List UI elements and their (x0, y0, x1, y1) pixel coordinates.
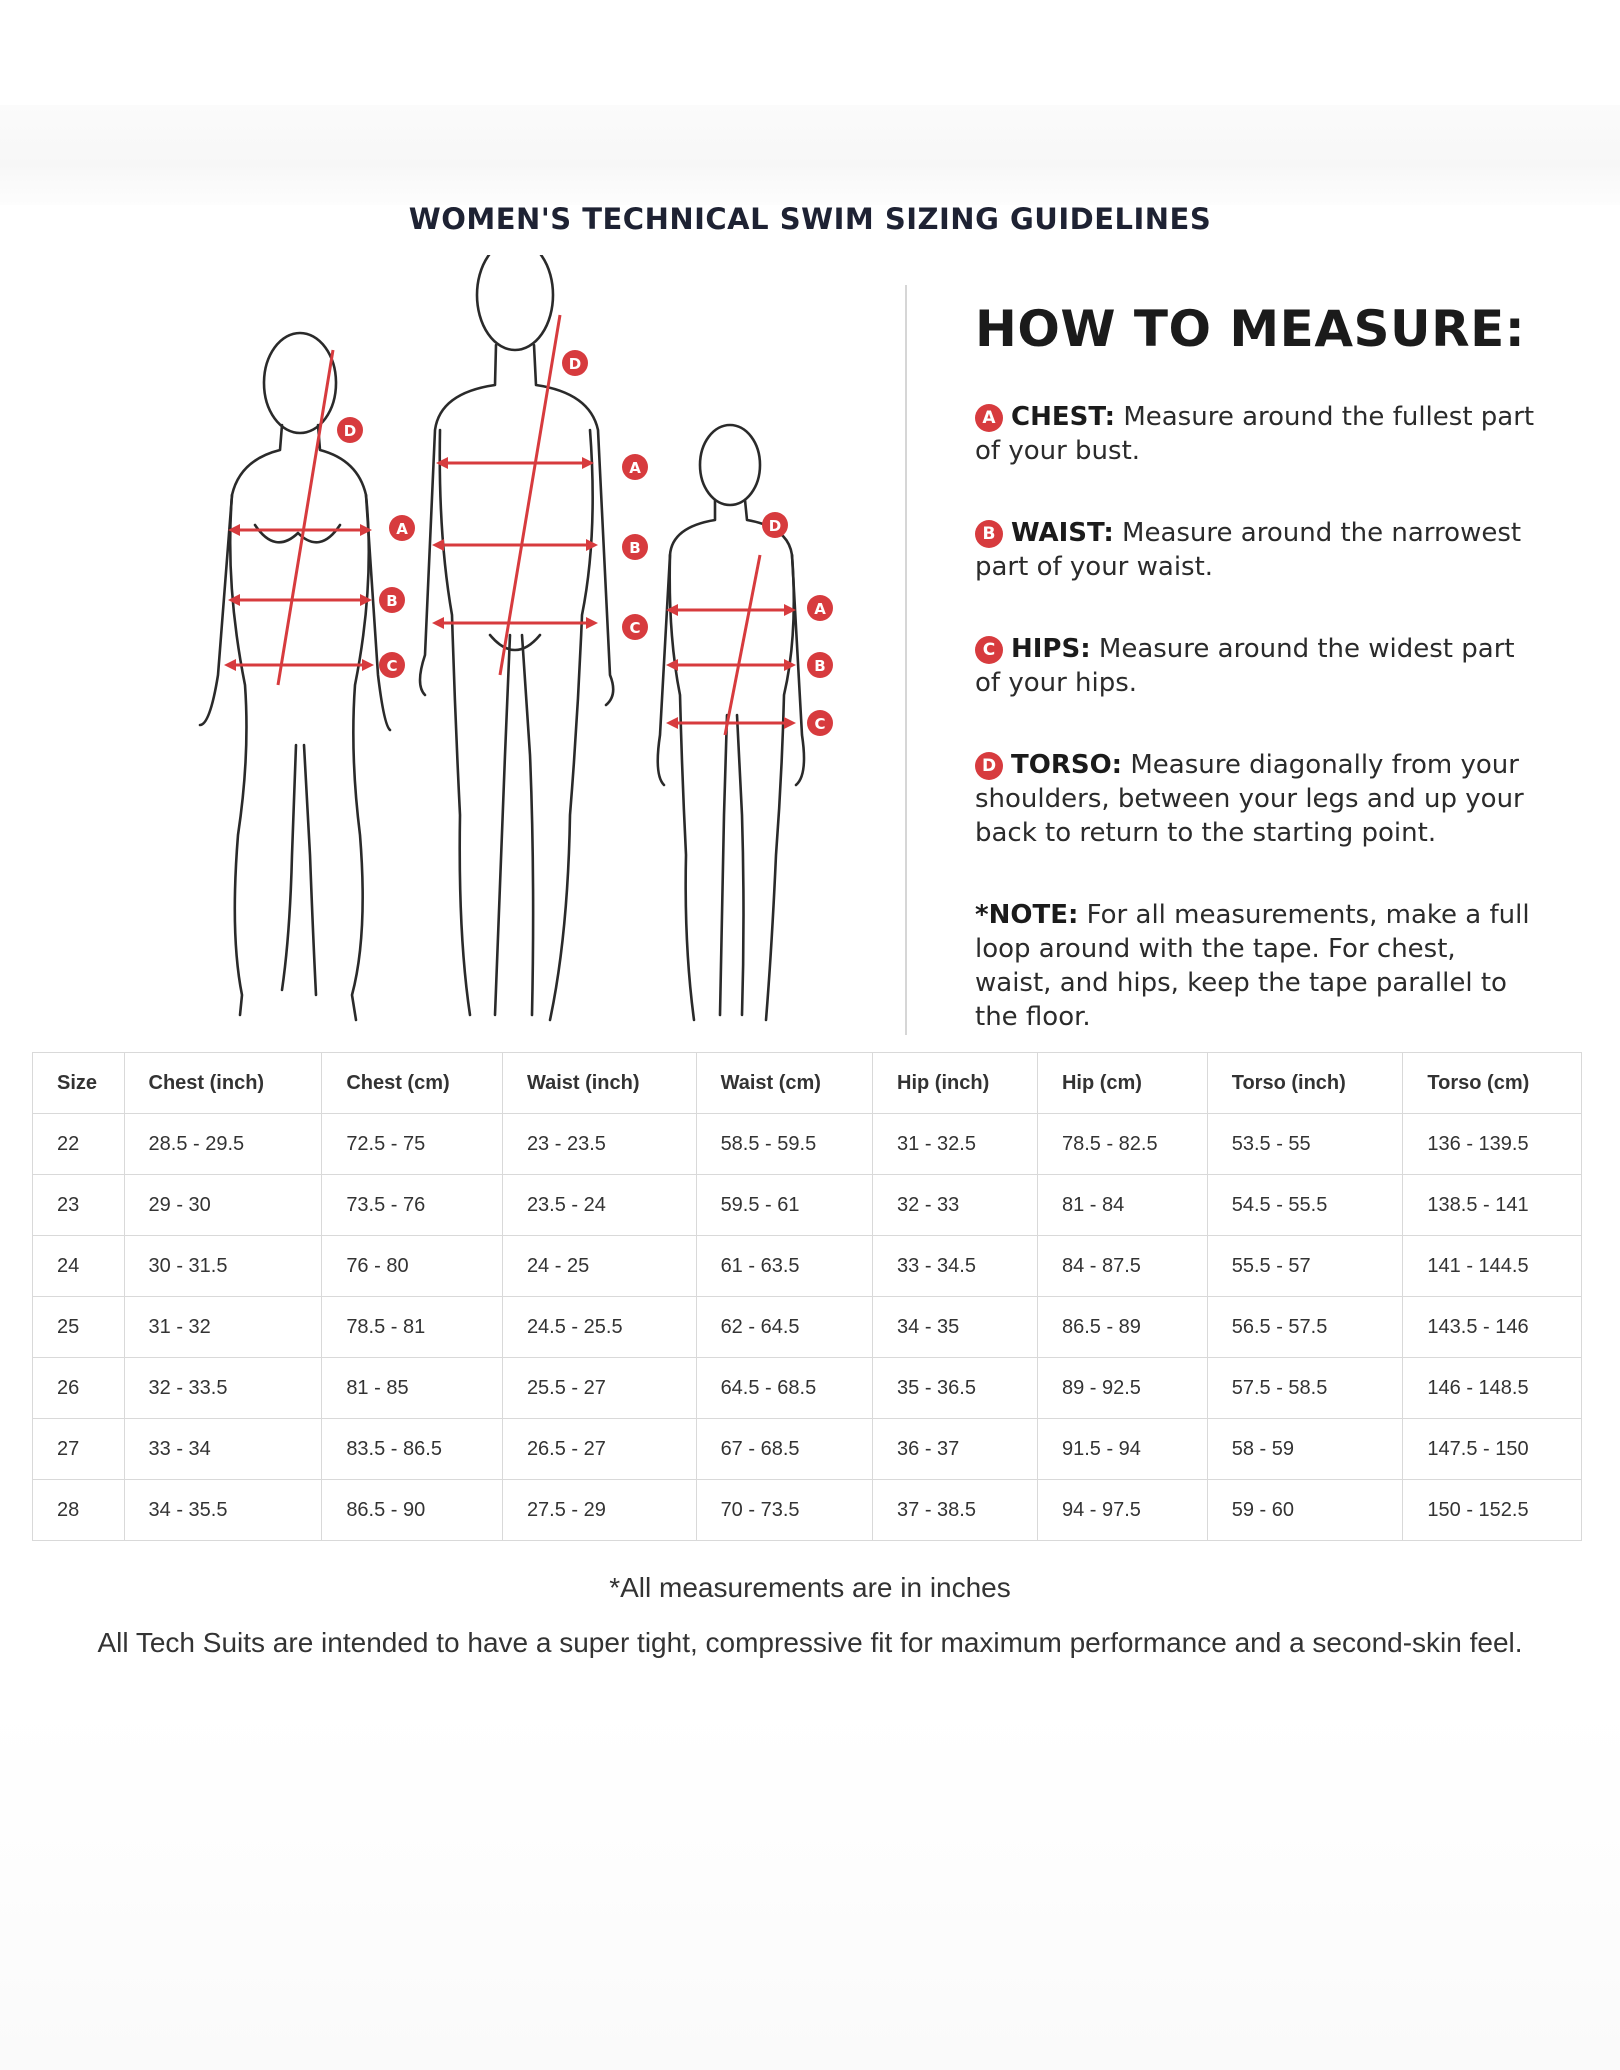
column-header: Size (33, 1053, 125, 1114)
table-row (33, 1236, 1582, 1297)
table-cell: 136 - 139.5 (1403, 1114, 1582, 1175)
column-header: Torso (cm) (1403, 1053, 1582, 1114)
table-cell: 34 - 35 (873, 1297, 1038, 1358)
measure-item-chest (975, 400, 1535, 468)
table-cell: 57.5 - 58.5 (1207, 1358, 1403, 1419)
svg-text:B: B (629, 539, 641, 557)
svg-text:C: C (386, 657, 398, 675)
table-cell: 84 - 87.5 (1037, 1236, 1207, 1297)
table-row (33, 1175, 1582, 1236)
table-cell: 27.5 - 29 (502, 1480, 696, 1541)
column-header: Hip (cm) (1037, 1053, 1207, 1114)
note-text: For all measurements, make a full loop around with the tape. For chest, waist, and hips, keep the tape parallel to the floor. (975, 900, 1530, 1032)
table-cell: 25 (33, 1297, 125, 1358)
svg-text:C: C (814, 715, 826, 733)
table-cell: 55.5 - 57 (1207, 1236, 1403, 1297)
table-cell: 53.5 - 55 (1207, 1114, 1403, 1175)
badge-b-center (622, 534, 648, 560)
badge-a-right (807, 595, 833, 621)
table-row (33, 1480, 1582, 1541)
badge-c-left (379, 652, 405, 678)
table-cell: 25.5 - 27 (502, 1358, 696, 1419)
measure-item-torso (975, 748, 1535, 850)
measure-term: HIPS: (1011, 634, 1091, 664)
table-cell: 22 (33, 1114, 125, 1175)
column-header: Waist (cm) (696, 1053, 872, 1114)
table-cell: 54.5 - 55.5 (1207, 1175, 1403, 1236)
table-cell: 26.5 - 27 (502, 1419, 696, 1480)
svg-text:B: B (386, 592, 398, 610)
badge-d-icon: D (975, 752, 1003, 780)
how-to-measure-panel (975, 300, 1535, 1034)
table-cell: 78.5 - 81 (322, 1297, 503, 1358)
table-cell: 24 - 25 (502, 1236, 696, 1297)
figures-svg (170, 255, 860, 1035)
table-cell: 64.5 - 68.5 (696, 1358, 872, 1419)
table-cell: 61 - 63.5 (696, 1236, 872, 1297)
svg-text:D: D (768, 517, 782, 535)
table-cell: 81 - 84 (1037, 1175, 1207, 1236)
body-figures-illustration (170, 255, 860, 1035)
column-header: Chest (cm) (322, 1053, 503, 1114)
table-cell: 23 - 23.5 (502, 1114, 696, 1175)
table-cell: 78.5 - 82.5 (1037, 1114, 1207, 1175)
svg-text:C: C (629, 619, 641, 637)
table-cell: 30 - 31.5 (124, 1236, 322, 1297)
table-row (33, 1297, 1582, 1358)
column-header: Waist (inch) (502, 1053, 696, 1114)
measure-text: Measure around the fullest part of your bust. (975, 402, 1535, 466)
table-cell: 138.5 - 141 (1403, 1175, 1582, 1236)
table-cell: 62 - 64.5 (696, 1297, 872, 1358)
table-cell: 147.5 - 150 (1403, 1419, 1582, 1480)
table-cell: 72.5 - 75 (322, 1114, 503, 1175)
table-cell: 150 - 152.5 (1403, 1480, 1582, 1541)
table-cell: 37 - 38.5 (873, 1480, 1038, 1541)
measure-note (975, 898, 1535, 1034)
badge-c-center (622, 614, 648, 640)
svg-text:D: D (343, 422, 357, 440)
table-cell: 31 - 32.5 (873, 1114, 1038, 1175)
measure-term: WAIST: (1011, 518, 1114, 548)
table-cell: 27 (33, 1419, 125, 1480)
table-cell: 141 - 144.5 (1403, 1236, 1582, 1297)
page-title: WOMEN'S TECHNICAL SWIM SIZING GUIDELINES (408, 202, 1212, 236)
table-cell: 56.5 - 57.5 (1207, 1297, 1403, 1358)
table-cell: 26 (33, 1358, 125, 1419)
table-cell: 32 - 33.5 (124, 1358, 322, 1419)
table-cell: 58.5 - 59.5 (696, 1114, 872, 1175)
table-cell: 59 - 60 (1207, 1480, 1403, 1541)
table-cell: 24.5 - 25.5 (502, 1297, 696, 1358)
table-cell: 35 - 36.5 (873, 1358, 1038, 1419)
table-cell: 31 - 32 (124, 1297, 322, 1358)
table-row (33, 1419, 1582, 1480)
table-header-row (33, 1053, 1582, 1114)
table-cell: 143.5 - 146 (1403, 1297, 1582, 1358)
badge-d-center (562, 350, 588, 376)
measure-text: Measure around the widest part of your hips. (975, 634, 1515, 698)
size-table (32, 1052, 1582, 1541)
table-cell: 23 (33, 1175, 125, 1236)
top-band (0, 105, 1620, 205)
column-header: Hip (inch) (873, 1053, 1038, 1114)
table-cell: 91.5 - 94 (1037, 1419, 1207, 1480)
badge-a-left (389, 515, 415, 541)
table-cell: 86.5 - 90 (322, 1480, 503, 1541)
column-header: Chest (inch) (124, 1053, 322, 1114)
note-term: *NOTE: (975, 900, 1079, 930)
table-row (33, 1358, 1582, 1419)
how-to-measure-heading: HOW TO MEASURE: (975, 300, 1526, 358)
svg-text:A: A (814, 600, 826, 618)
table-cell: 34 - 35.5 (124, 1480, 322, 1541)
badge-a-center (622, 454, 648, 480)
units-footnote: *All measurements are in inches (609, 1572, 1011, 1603)
vertical-divider (905, 285, 907, 1035)
table-cell: 24 (33, 1236, 125, 1297)
table-cell: 146 - 148.5 (1403, 1358, 1582, 1419)
bottom-area (0, 1700, 1620, 2070)
table-cell: 28.5 - 29.5 (124, 1114, 322, 1175)
table-row (33, 1114, 1582, 1175)
svg-text:A: A (396, 520, 408, 538)
badge-c-icon: C (975, 636, 1003, 664)
svg-text:D: D (568, 355, 582, 373)
measure-term: TORSO: (1011, 750, 1123, 780)
measure-text: Measure diagonally from your shoulders, between your legs and up your back to return to the starting point. (975, 750, 1524, 848)
table-cell: 73.5 - 76 (322, 1175, 503, 1236)
table-cell: 23.5 - 24 (502, 1175, 696, 1236)
table-cell: 89 - 92.5 (1037, 1358, 1207, 1419)
badge-b-right (807, 652, 833, 678)
table-cell: 32 - 33 (873, 1175, 1038, 1236)
badge-b-left (379, 587, 405, 613)
table-cell: 94 - 97.5 (1037, 1480, 1207, 1541)
svg-text:A: A (629, 459, 641, 477)
table-cell: 86.5 - 89 (1037, 1297, 1207, 1358)
badge-a-icon: A (975, 404, 1003, 432)
svg-text:B: B (814, 657, 826, 675)
table-cell: 58 - 59 (1207, 1419, 1403, 1480)
table-cell: 29 - 30 (124, 1175, 322, 1236)
column-header: Torso (inch) (1207, 1053, 1403, 1114)
table-cell: 33 - 34 (124, 1419, 322, 1480)
table-cell: 70 - 73.5 (696, 1480, 872, 1541)
badge-c-right (807, 710, 833, 736)
table-cell: 81 - 85 (322, 1358, 503, 1419)
badge-d-right (762, 512, 788, 538)
table-cell: 33 - 34.5 (873, 1236, 1038, 1297)
measure-text: Measure around the narrowest part of your waist. (975, 518, 1522, 582)
fit-note: All Tech Suits are intended to have a super tight, compressive fit for maximum performance and a second-skin feel. (97, 1627, 1523, 1658)
table-cell: 76 - 80 (322, 1236, 503, 1297)
measure-term: CHEST: (1011, 402, 1116, 432)
table-cell: 59.5 - 61 (696, 1175, 872, 1236)
table-cell: 67 - 68.5 (696, 1419, 872, 1480)
table-cell: 83.5 - 86.5 (322, 1419, 503, 1480)
table-cell: 28 (33, 1480, 125, 1541)
measure-item-waist (975, 516, 1535, 584)
badge-d-left (337, 417, 363, 443)
badge-b-icon: B (975, 520, 1003, 548)
table-cell: 36 - 37 (873, 1419, 1038, 1480)
measure-item-hips (975, 632, 1535, 700)
